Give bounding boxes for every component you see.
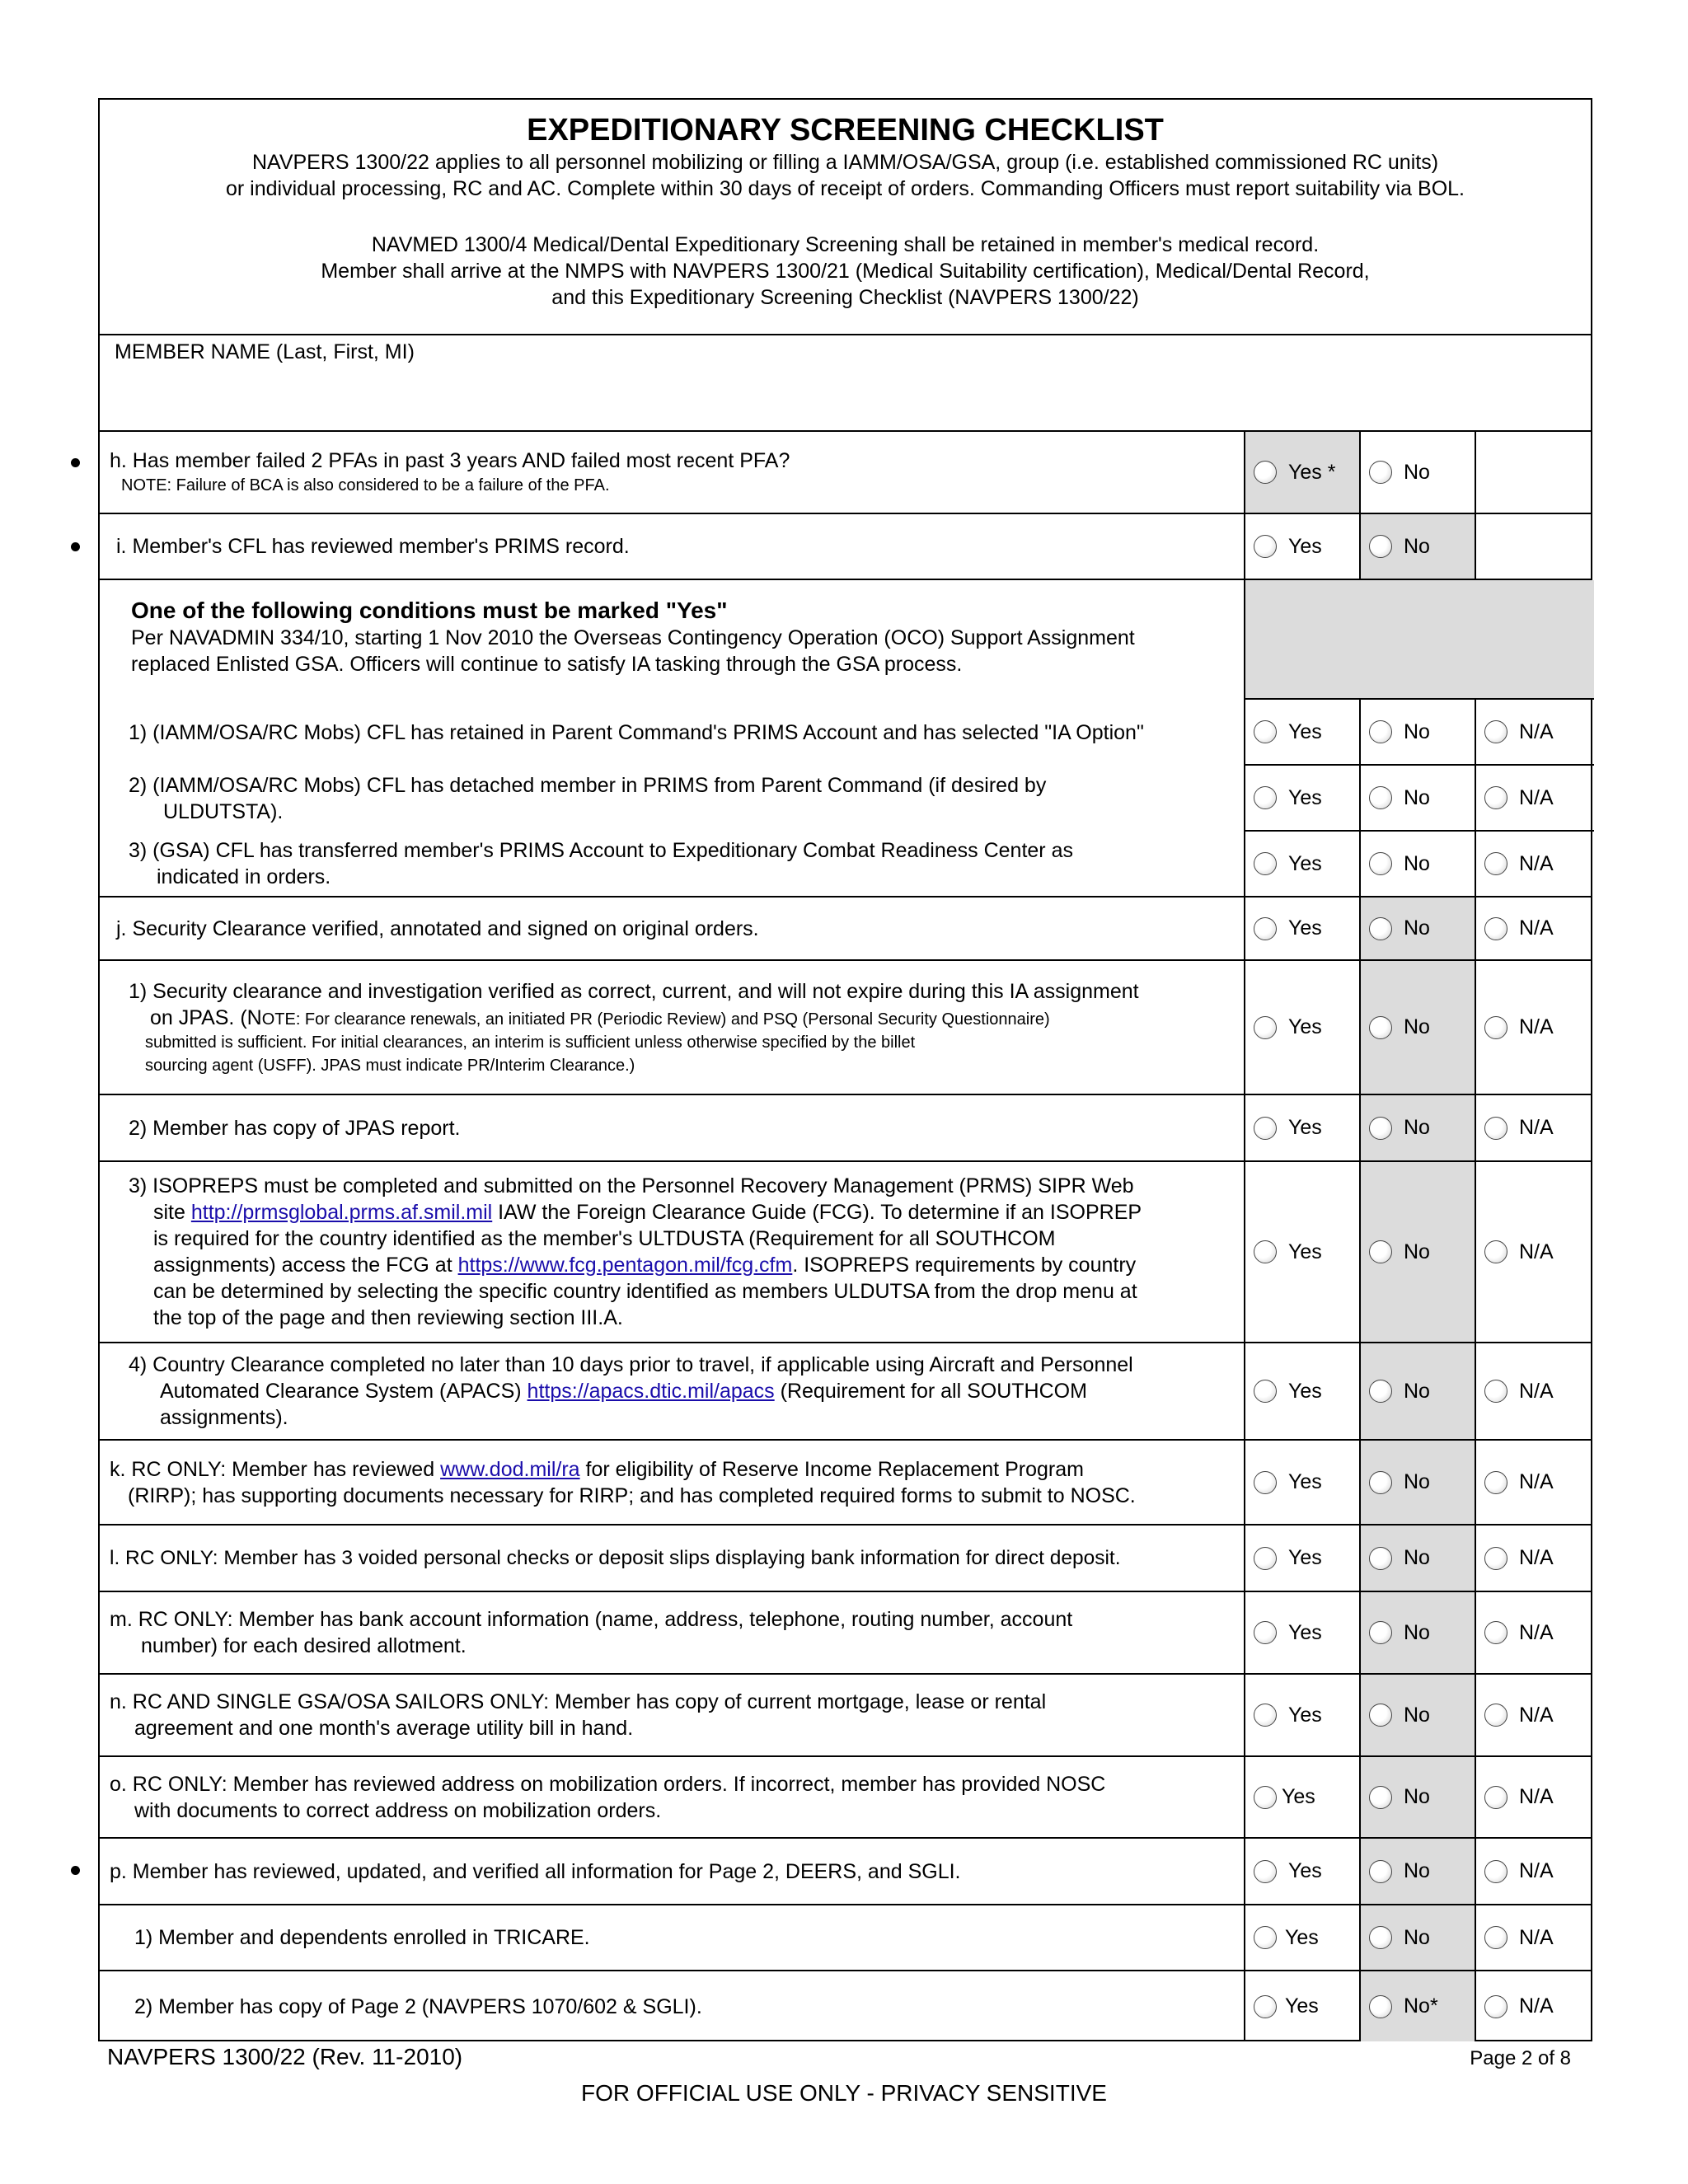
radio-icon[interactable]: [1484, 1016, 1507, 1039]
row-h-no[interactable]: No: [1359, 432, 1475, 513]
row-j1-yes[interactable]: Yes: [1244, 961, 1359, 1094]
row-j3-text-2b: IAW the Foreign Clearance Guide (FCG). To determine if an ISOPREP: [492, 1201, 1142, 1224]
row-j3-no[interactable]: No: [1359, 1162, 1475, 1342]
row-j4-text-3: assignments).: [160, 1406, 288, 1429]
row-n-no[interactable]: No: [1359, 1675, 1475, 1755]
row-cond-2-text-2: ULDUTSTA).: [163, 800, 284, 823]
checklist-form: [98, 98, 1592, 2041]
radio-icon[interactable]: [1484, 1995, 1507, 2018]
row-o-text-1: o. RC ONLY: Member has reviewed address on mobilization orders. If incorrect, member has provided NOSC: [110, 1772, 1106, 1796]
header-line-4: Member shall arrive at the NMPS with NAVPERS 1300/21 (Medical Suitability certification), Medical/Dental Record,: [321, 260, 1370, 283]
row-m-na[interactable]: N/A: [1475, 1592, 1594, 1673]
row-p-text: p. Member has reviewed, updated, and verified all information for Page 2, DEERS, and SGLI.: [110, 1859, 961, 1883]
radio-icon[interactable]: [1484, 1117, 1507, 1140]
row-j4-yes[interactable]: Yes: [1244, 1343, 1359, 1439]
conditions-shade: [1244, 580, 1594, 700]
radio-icon[interactable]: [1484, 1547, 1507, 1570]
row-m-yes[interactable]: Yes: [1244, 1592, 1359, 1673]
row-i-empty: [1475, 514, 1594, 579]
row-j1-text-4: sourcing agent (USFF). JPAS must indicate PR/Interim Clearance.): [145, 1056, 635, 1075]
row-cond-3: [100, 832, 1591, 898]
row-j2: [100, 1095, 1591, 1162]
radio-icon[interactable]: [1484, 1704, 1507, 1727]
radio-icon[interactable]: [1254, 535, 1277, 558]
row-j-no[interactable]: No: [1359, 898, 1475, 959]
radio-icon[interactable]: [1369, 1380, 1392, 1403]
row-h-yes[interactable]: Yes *: [1244, 432, 1359, 513]
radio-icon[interactable]: [1254, 1240, 1277, 1263]
radio-icon[interactable]: [1484, 1926, 1507, 1949]
row-cond-1-na[interactable]: N/A: [1475, 700, 1594, 766]
radio-icon[interactable]: [1484, 1786, 1507, 1809]
radio-icon[interactable]: [1369, 535, 1392, 558]
radio-icon[interactable]: [1369, 1995, 1392, 2018]
apacs-link[interactable]: https://apacs.dtic.mil/apacs: [527, 1380, 775, 1403]
row-cond-3-text-2: indicated in orders.: [157, 865, 331, 888]
conditions-header: [100, 580, 1591, 700]
row-j4-na[interactable]: N/A: [1475, 1343, 1594, 1439]
row-cond-2-no[interactable]: No: [1359, 766, 1475, 832]
row-m-text-2: number) for each desired allotment.: [141, 1634, 467, 1657]
row-cond-1-no[interactable]: No: [1359, 700, 1475, 766]
fcg-link[interactable]: https://www.fcg.pentagon.mil/fcg.cfm: [457, 1254, 793, 1277]
privacy-caption: FOR OFFICIAL USE ONLY - PRIVACY SENSITIVE: [581, 2080, 1107, 2106]
row-i-text: i. Member's CFL has reviewed member's PRIMS record.: [116, 535, 630, 558]
radio-icon[interactable]: [1369, 1621, 1392, 1644]
radio-icon[interactable]: [1254, 1117, 1277, 1140]
row-cond-3-yes[interactable]: Yes: [1244, 832, 1359, 896]
row-j3-text-4b: . ISOPREPS requirements by country: [792, 1254, 1137, 1277]
radio-icon[interactable]: [1254, 1704, 1277, 1727]
row-cond-1-text: 1) (IAMM/OSA/RC Mobs) CFL has retained in Parent Command's PRIMS Account and has selected "IA Option": [129, 721, 1144, 744]
row-j4-no[interactable]: No: [1359, 1343, 1475, 1439]
row-p-na[interactable]: N/A: [1475, 1839, 1594, 1904]
radio-icon[interactable]: [1254, 1995, 1277, 2018]
row-cond-1-yes[interactable]: Yes: [1244, 700, 1359, 766]
row-p1: [100, 1905, 1591, 1971]
row-h-text: h. Has member failed 2 PFAs in past 3 years AND failed most recent PFA?: [110, 449, 790, 472]
radio-icon[interactable]: [1254, 1380, 1277, 1403]
row-p2-yes[interactable]: Yes: [1244, 1971, 1359, 2041]
row-o-yes[interactable]: Yes: [1244, 1757, 1359, 1837]
row-m-no[interactable]: No: [1359, 1592, 1475, 1673]
row-j4-text-2a: Automated Clearance System (APACS): [160, 1380, 528, 1403]
row-m: [100, 1592, 1591, 1675]
radio-icon[interactable]: [1484, 1621, 1507, 1644]
row-cond-3-na[interactable]: N/A: [1475, 832, 1594, 896]
row-j1-text-2b: OTE: For clearance renewals, an initiated PR (Periodic Review) and PSQ (Personal Security Questionnaire): [261, 1010, 1050, 1029]
row-i-no[interactable]: No: [1359, 514, 1475, 579]
radio-icon[interactable]: [1484, 852, 1507, 875]
radio-icon[interactable]: [1254, 1786, 1277, 1809]
row-cond-2-text-1: 2) (IAMM/OSA/RC Mobs) CFL has detached member in PRIMS from Parent Command (if desired by: [129, 774, 1047, 797]
row-l-text: l. RC ONLY: Member has 3 voided personal checks or deposit slips displaying bank information for direct deposit.: [110, 1546, 1121, 1569]
row-l: [100, 1526, 1591, 1592]
row-j3-text-2a: site: [153, 1201, 191, 1224]
row-j3-text-4a: assignments) access the FCG at: [153, 1254, 458, 1277]
row-k-na[interactable]: N/A: [1475, 1441, 1594, 1524]
row-k-text-2: (RIRP); has supporting documents necessary for RIRP; and has completed required forms to submit to NOSC.: [128, 1483, 1136, 1507]
radio-icon[interactable]: [1484, 1240, 1507, 1263]
row-j3-text-6: the top of the page and then reviewing section III.A.: [153, 1306, 623, 1329]
row-j-text: j. Security Clearance verified, annotated and signed on original orders.: [116, 916, 759, 940]
radio-icon[interactable]: [1369, 1016, 1392, 1039]
row-p1-na[interactable]: N/A: [1475, 1905, 1594, 1970]
row-h-empty: [1475, 432, 1594, 513]
radio-icon[interactable]: [1369, 852, 1392, 875]
prms-link[interactable]: http://prmsglobal.prms.af.smil.mil: [190, 1201, 493, 1224]
row-h-note: NOTE: Failure of BCA is also considered to be a failure of the PFA.: [121, 476, 610, 494]
row-o-na[interactable]: N/A: [1475, 1757, 1594, 1837]
row-n-yes[interactable]: Yes: [1244, 1675, 1359, 1755]
row-j: [100, 898, 1591, 961]
row-p: [100, 1839, 1591, 1905]
row-k-text-1b: for eligibility of Reserve Income Replacement Program: [579, 1457, 1084, 1481]
dod-ra-link[interactable]: www.dod.mil/ra: [440, 1457, 580, 1481]
radio-icon[interactable]: [1369, 1471, 1392, 1494]
row-m-text-1: m. RC ONLY: Member has bank account information (name, address, telephone, routing number, account: [110, 1608, 1073, 1631]
row-cond-2: [100, 766, 1591, 832]
radio-icon[interactable]: [1369, 1860, 1392, 1883]
row-l-na[interactable]: N/A: [1475, 1526, 1594, 1591]
radio-icon[interactable]: [1369, 917, 1392, 940]
row-p2-na[interactable]: N/A: [1475, 1971, 1594, 2041]
radio-icon[interactable]: [1484, 1380, 1507, 1403]
row-j1-text-1: 1) Security clearance and investigation verified as correct, current, and will not expire during this IA assignment: [129, 979, 1139, 1003]
row-n-na[interactable]: N/A: [1475, 1675, 1594, 1755]
margin-bullet: [71, 542, 80, 551]
radio-icon[interactable]: [1254, 1016, 1277, 1039]
radio-icon[interactable]: [1369, 1117, 1392, 1140]
radio-icon[interactable]: [1254, 461, 1277, 484]
radio-icon[interactable]: [1254, 1547, 1277, 1570]
row-j4: [100, 1343, 1591, 1441]
radio-icon[interactable]: [1369, 1240, 1392, 1263]
radio-icon[interactable]: [1484, 720, 1507, 743]
row-o-no[interactable]: No: [1359, 1757, 1475, 1837]
row-p1-no[interactable]: No: [1359, 1905, 1475, 1970]
conditions-line-2: replaced Enlisted GSA. Officers will continue to satisfy IA tasking through the GSA process.: [131, 653, 963, 676]
radio-icon[interactable]: [1484, 1860, 1507, 1883]
row-j-yes[interactable]: Yes: [1244, 898, 1359, 959]
row-p1-text: 1) Member and dependents enrolled in TRICARE.: [134, 1926, 590, 1949]
margin-bullet: [71, 458, 80, 467]
row-p2: [100, 1971, 1591, 2041]
radio-icon[interactable]: [1369, 461, 1392, 484]
row-p2-no[interactable]: No*: [1359, 1971, 1475, 2041]
form-header: [100, 100, 1591, 335]
row-l-yes[interactable]: Yes: [1244, 1526, 1359, 1591]
radio-icon[interactable]: [1369, 1547, 1392, 1570]
member-name-field[interactable]: [100, 334, 1591, 432]
row-i: [100, 514, 1591, 580]
radio-icon[interactable]: [1369, 1786, 1392, 1809]
row-o: [100, 1757, 1591, 1839]
row-j2-yes[interactable]: Yes: [1244, 1095, 1359, 1160]
row-p2-text: 2) Member has copy of Page 2 (NAVPERS 1070/602 & SGLI).: [134, 1994, 702, 2018]
row-j4-text-2b: (Requirement for all SOUTHCOM: [774, 1380, 1087, 1403]
radio-icon[interactable]: [1369, 1704, 1392, 1727]
radio-icon[interactable]: [1254, 917, 1277, 940]
margin-bullet: [71, 1866, 80, 1875]
row-j2-na[interactable]: N/A: [1475, 1095, 1594, 1160]
row-k-text-1a: k. RC ONLY: Member has reviewed: [110, 1457, 441, 1481]
row-cond-1: [100, 700, 1591, 766]
row-j4-text-1: 4) Country Clearance completed no later than 10 days prior to travel, if applicable using Aircraft and Personnel: [129, 1353, 1133, 1376]
row-o-text-2: with documents to correct address on mobilization orders.: [134, 1798, 662, 1822]
member-name-label: MEMBER NAME (Last, First, MI): [115, 340, 415, 363]
row-h: [100, 432, 1591, 514]
radio-icon[interactable]: [1254, 786, 1277, 809]
row-l-no[interactable]: No: [1359, 1526, 1475, 1591]
header-line-2: or individual processing, RC and AC. Complete within 30 days of receipt of orders. Commanding Officers must report suitability via BOL.: [226, 177, 1465, 200]
row-j3-text-1: 3) ISOPREPS must be completed and submitted on the Personnel Recovery Management (PRMS) SIPR Web: [129, 1174, 1134, 1197]
radio-icon[interactable]: [1484, 786, 1507, 809]
header-line-1: NAVPERS 1300/22 applies to all personnel mobilizing or filling a IAMM/OSA/GSA, group (i.e. established commissioned RC units): [251, 151, 1439, 174]
row-cond-3-no[interactable]: No: [1359, 832, 1475, 896]
radio-icon[interactable]: [1254, 1860, 1277, 1883]
radio-icon[interactable]: [1484, 917, 1507, 940]
row-j2-text: 2) Member has copy of JPAS report.: [129, 1116, 461, 1140]
row-j1-no[interactable]: No: [1359, 961, 1475, 1094]
row-p-no[interactable]: No: [1359, 1839, 1475, 1904]
row-p-yes[interactable]: Yes: [1244, 1839, 1359, 1904]
row-j3: [100, 1162, 1591, 1343]
row-j1-text-3: submitted is sufficient. For initial clearances, an interim is sufficient unless otherwise specified by the billet: [145, 1033, 916, 1052]
row-k: [100, 1441, 1591, 1526]
page-number: Page 2 of 8: [1470, 2047, 1571, 2069]
row-j2-no[interactable]: No: [1359, 1095, 1475, 1160]
radio-icon[interactable]: [1369, 786, 1392, 809]
row-j3-text-3: is required for the country identified as the member's ULTDUSTA (Requirement for all SOUTHCOM: [153, 1227, 1056, 1250]
row-k-no[interactable]: No: [1359, 1441, 1475, 1524]
row-cond-3-text-1: 3) (GSA) CFL has transferred member's PRIMS Account to Expeditionary Combat Readiness Center as: [129, 839, 1073, 862]
row-j3-text-5: can be determined by selecting the specific country identified as members ULDUTSA from the drop menu at: [153, 1280, 1137, 1303]
radio-icon[interactable]: [1254, 852, 1277, 875]
row-j-na[interactable]: N/A: [1475, 898, 1594, 959]
row-cond-2-na[interactable]: N/A: [1475, 766, 1594, 832]
row-j1-na[interactable]: N/A: [1475, 961, 1594, 1094]
radio-icon[interactable]: [1254, 1471, 1277, 1494]
radio-icon[interactable]: [1254, 1621, 1277, 1644]
row-n-text-2: agreement and one month's average utility bill in hand.: [134, 1717, 634, 1740]
radio-icon[interactable]: [1484, 1471, 1507, 1494]
row-n-text-1: n. RC AND SINGLE GSA/OSA SAILORS ONLY: Member has copy of current mortgage, lease or rental: [110, 1690, 1047, 1713]
row-j3-na[interactable]: N/A: [1475, 1162, 1594, 1342]
form-title: EXPEDITIONARY SCREENING CHECKLIST: [527, 113, 1164, 148]
conditions-line-1: Per NAVADMIN 334/10, starting 1 Nov 2010 the Overseas Contingency Operation (OCO) Support Assignment: [131, 626, 1135, 649]
radio-icon[interactable]: [1254, 720, 1277, 743]
row-j1: [100, 961, 1591, 1095]
radio-icon[interactable]: [1254, 1926, 1277, 1949]
row-n: [100, 1675, 1591, 1757]
row-p1-yes[interactable]: Yes: [1244, 1905, 1359, 1970]
row-k-yes[interactable]: Yes: [1244, 1441, 1359, 1524]
header-line-3: NAVMED 1300/4 Medical/Dental Expeditionary Screening shall be retained in member's medical record.: [371, 233, 1320, 256]
radio-icon[interactable]: [1369, 1926, 1392, 1949]
row-j3-yes[interactable]: Yes: [1244, 1162, 1359, 1342]
row-j1-text-2a: on JPAS. (N: [150, 1005, 262, 1029]
conditions-title: One of the following conditions must be marked "Yes": [131, 598, 728, 623]
row-i-yes[interactable]: Yes: [1244, 514, 1359, 579]
radio-icon[interactable]: [1369, 720, 1392, 743]
row-cond-2-yes[interactable]: Yes: [1244, 766, 1359, 832]
header-line-5: and this Expeditionary Screening Checklist (NAVPERS 1300/22): [551, 286, 1139, 309]
form-number: NAVPERS 1300/22 (Rev. 11-2010): [107, 2044, 463, 2069]
